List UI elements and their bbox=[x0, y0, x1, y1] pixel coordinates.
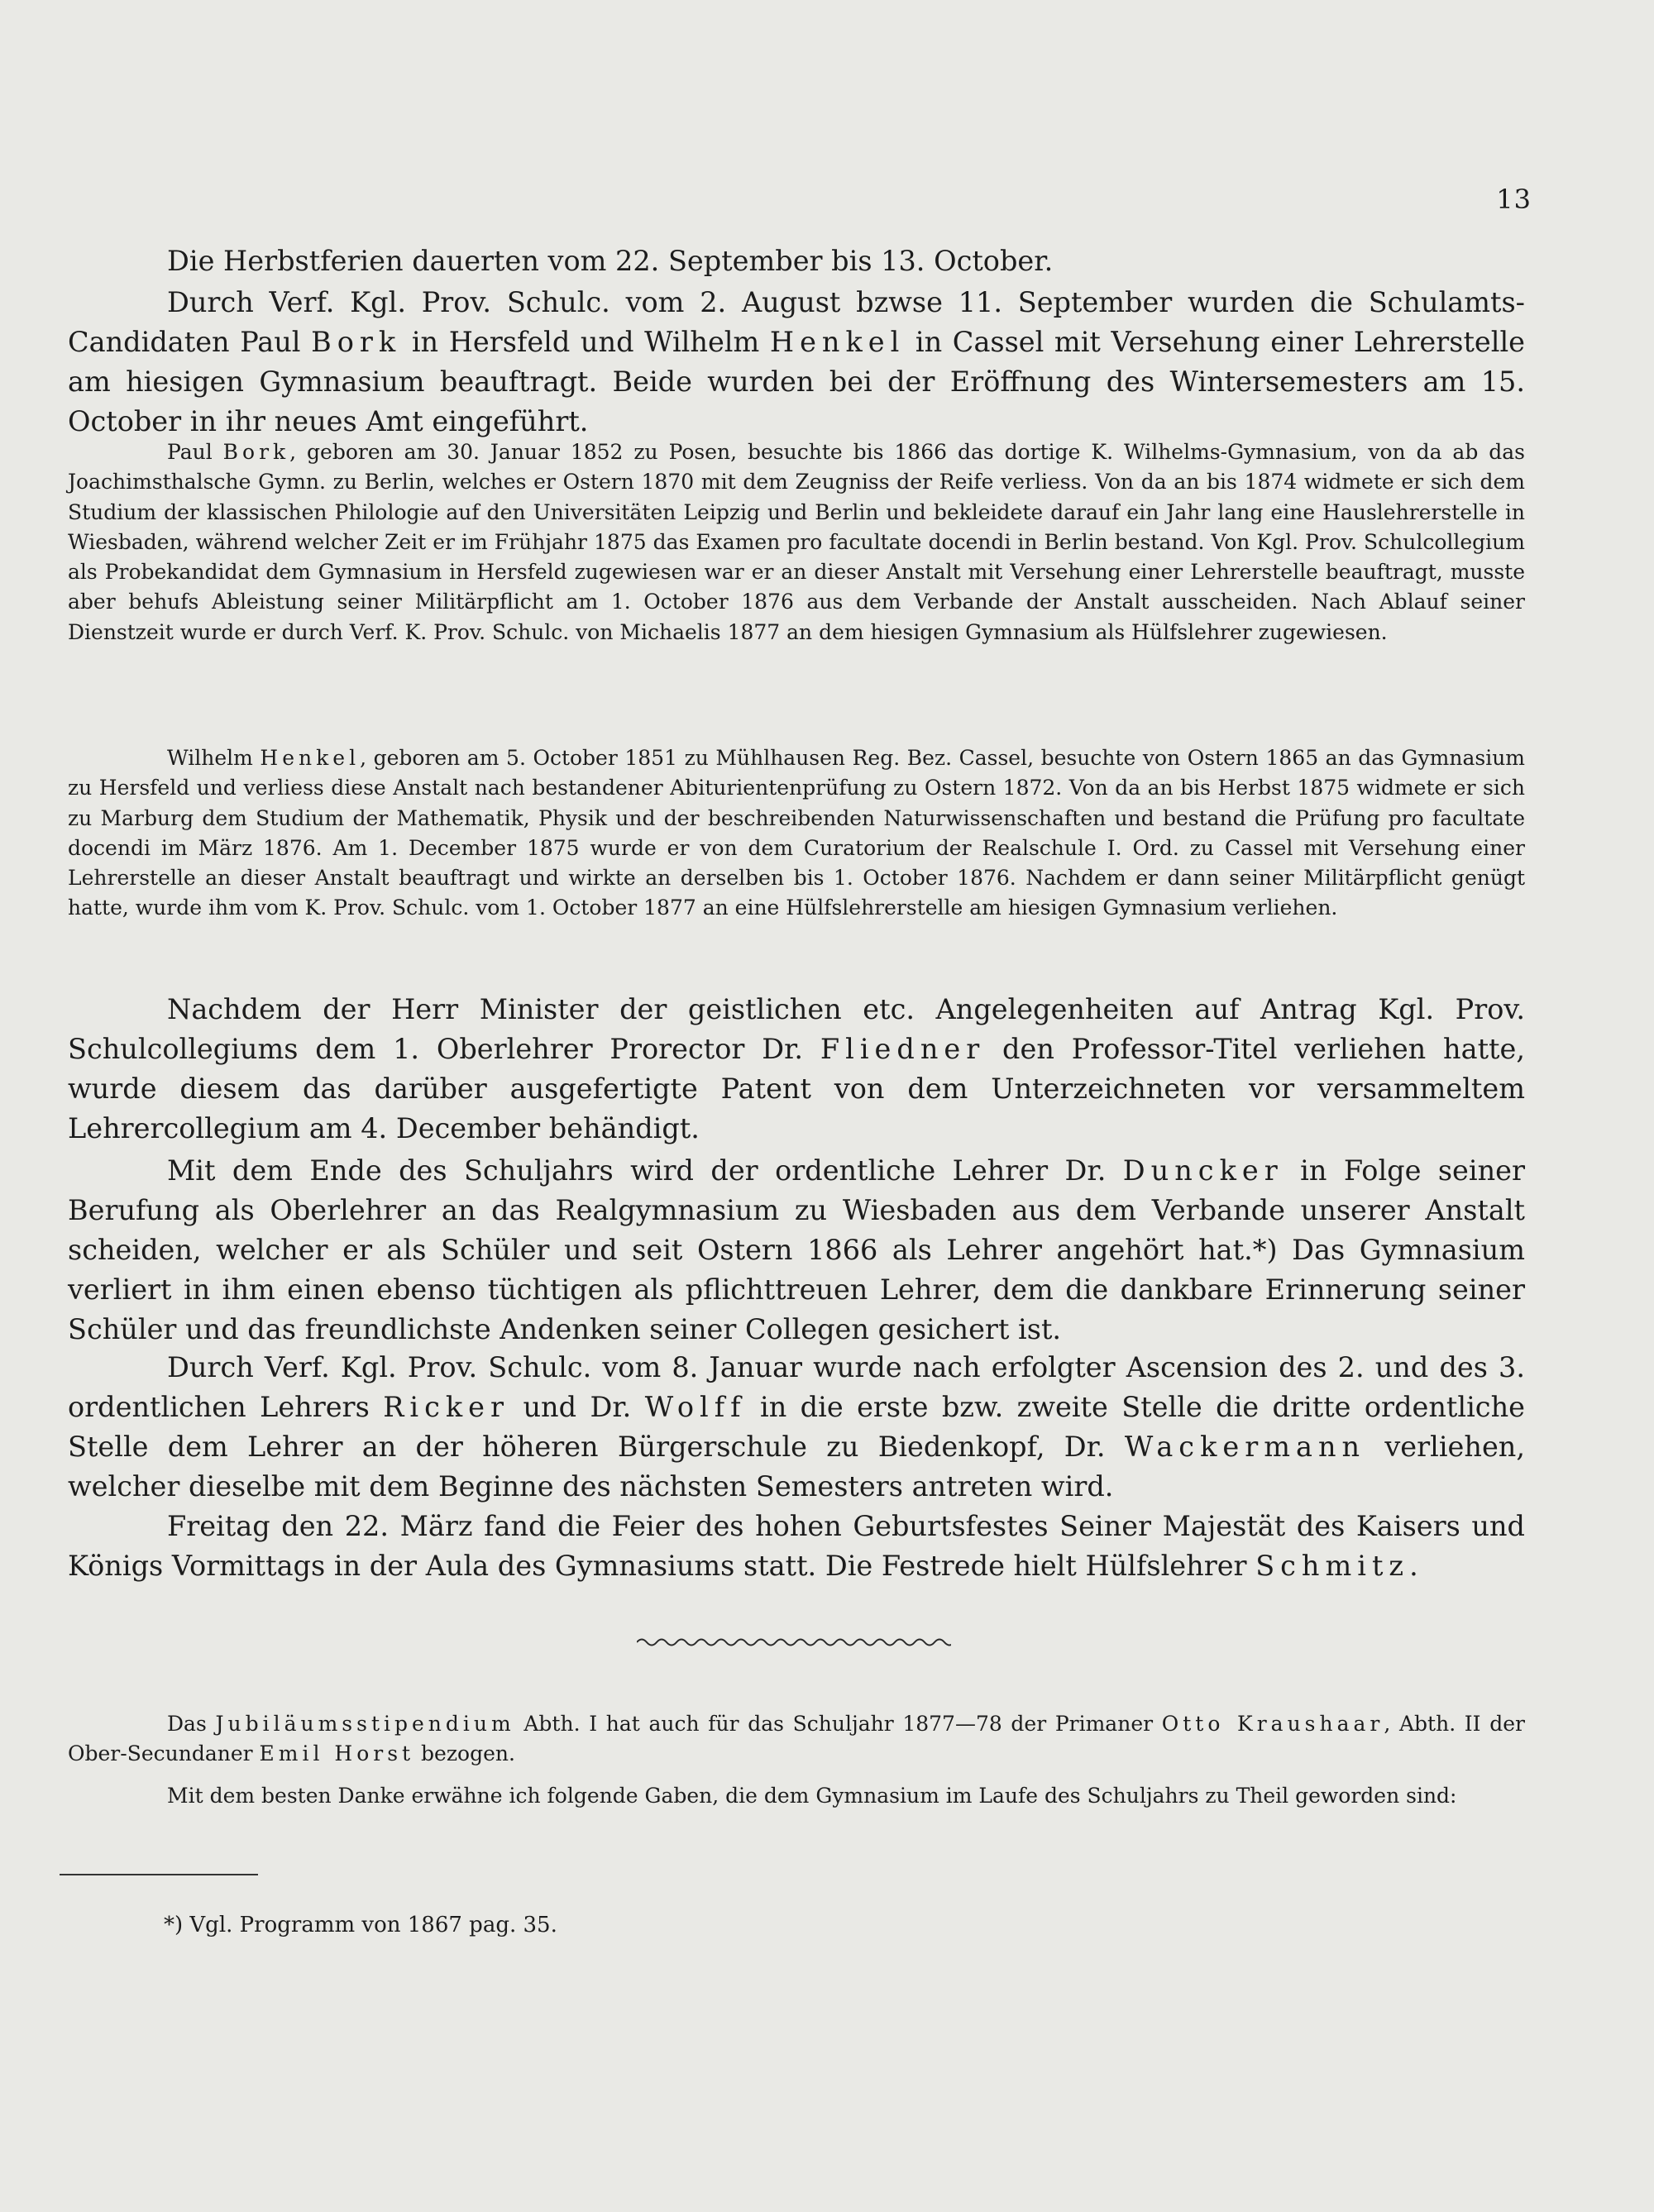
name-henkel: Henkel bbox=[260, 746, 361, 770]
footnote: *) Vgl. Programm von 1867 pag. 35. bbox=[164, 1913, 557, 1937]
wackermann-text: Durch Verf. Kgl. Prov. Schulc. vom 8. Januar wurde nach erfolgter Ascension des 2. und des 3. ordentlichen Lehrers Ricker und Dr. Wolff in die erste bzw. zweite Stelle die dritte ordentliche Stelle dem Lehrer an der höheren Bürgerschule zu Biedenkopf, Dr. Wackermann verliehen, welcher dieselbe mit dem Beginne des nächsten Semesters antreten wird. bbox=[68, 1351, 1525, 1503]
page-number: 13 bbox=[1496, 184, 1532, 215]
paragraph-jubilaeumsstipendium bbox=[68, 1709, 1525, 1770]
gaben-text: Mit dem besten Danke erwähne ich folgende Gaben, die dem Gymnasium im Laufe des Schuljahrs zu Theil geworden sind: bbox=[167, 1784, 1457, 1808]
professor-titel-text: Nachdem der Herr Minister der geistlichen etc. Angelegenheiten auf Antrag Kgl. Prov. Schulcollegiums dem 1. Oberlehrer Prorector Dr. Fliedner den Professor-Titel verliehen hatte, wurde diesem das darüber ausgefertigte Patent von dem Unterzeichneten vor versammeltem Lehrercollegium am 4. December behändigt. bbox=[68, 993, 1525, 1144]
wavy-divider bbox=[637, 1634, 951, 1651]
paragraph-wackermann bbox=[68, 1348, 1525, 1507]
paragraph-duncker bbox=[68, 1151, 1525, 1350]
biography-henkel bbox=[68, 743, 1525, 924]
herbstferien-text: Die Herbstferien dauerten vom 22. September bis 13. October. bbox=[167, 245, 1054, 277]
paragraph-professor-titel bbox=[68, 990, 1525, 1149]
name-bork: Bork bbox=[222, 440, 290, 464]
paragraph-geburtsfest bbox=[68, 1507, 1525, 1586]
paragraph-schulamts-candidaten bbox=[68, 283, 1525, 442]
name-kraushaar: Otto Kraushaar bbox=[1161, 1712, 1384, 1736]
paragraph-herbstferien bbox=[68, 241, 1525, 281]
paragraph-gaben bbox=[68, 1781, 1525, 1811]
schulamts-candidaten-text: Durch Verf. Kgl. Prov. Schulc. vom 2. August bzwse 11. September wurden die Schulamts-Candidaten Paul Bork in Hersfeld und Wilhelm Henkel in Cassel mit Versehung einer Lehrerstelle am hiesigen Gymnasium beauftragt. Beide wurden bei der Eröffnung des Wintersemesters am 15. October in ihr neues Amt eingeführt. bbox=[68, 286, 1525, 437]
term-jubilaeumsstipendium: Jubiläumsstipendium bbox=[215, 1712, 515, 1736]
name-wackermann: Wackermann bbox=[1124, 1431, 1366, 1463]
name-ricker: Ricker bbox=[383, 1391, 510, 1423]
duncker-text: Mit dem Ende des Schuljahrs wird der ordentliche Lehrer Dr. Duncker in Folge seiner Berufung als Oberlehrer an das Realgymnasium zu Wiesbaden aus dem Verbande unserer Anstalt scheiden, welcher er als Schüler und seit Ostern 1866 als Lehrer angehört hat.*) Das Gymnasium verliert in ihm einen ebenso tüchtigen als pflichttreuen Lehrer, dem die dankbare Erinnerung seiner Schüler und das freundlichste Andenken seiner Collegen gesichert ist. bbox=[68, 1154, 1525, 1345]
name-henkel: Henkel bbox=[769, 326, 906, 358]
biography-bork bbox=[68, 437, 1525, 647]
jubilaeumsstipendium-text: Das Jubiläumsstipendium Abth. I hat auch für das Schuljahr 1877—78 der Primaner Otto Kraushaar, Abth. II der Ober-Secundaner Emil Horst bezogen. bbox=[68, 1712, 1525, 1766]
geburtsfest-text: Freitag den 22. März fand die Feier des hohen Geburtsfestes Seiner Majestät des Kaisers und Königs Vormittags in der Aula des Gymnasiums statt. Die Festrede hielt Hülfslehrer Schmitz. bbox=[68, 1510, 1525, 1582]
name-duncker: Duncker bbox=[1122, 1154, 1284, 1187]
name-schmitz: Schmitz bbox=[1255, 1550, 1410, 1582]
name-horst: Emil Horst bbox=[259, 1741, 415, 1766]
biography-henkel-text: Wilhelm Henkel, geboren am 5. October 1851 zu Mühlhausen Reg. Bez. Cassel, besuchte von Ostern 1865 an das Gymnasium zu Hersfeld und verliess diese Anstalt nach bestandener Abiturientenprüfung zu Ostern 1872. Von da an bis Herbst 1875 widmete er sich zu Marburg dem Studium der Mathematik, Physik und der beschreibenden Naturwissenschaften und bestand die Prüfung pro facultate docendi im März 1876. Am 1. December 1875 wurde er von dem Curatorium der Realschule I. Ord. zu Cassel mit Versehung einer Lehrerstelle an dieser Anstalt beauftragt und wirkte an derselben bis 1. October 1876. Nachdem er dann seiner Militärpflicht genügt hatte, wurde ihm vom K. Prov. Schulc. vom 1. October 1877 an eine Hülfslehrerstelle am hiesigen Gymnasium verliehen. bbox=[68, 746, 1526, 920]
name-fliedner: Fliedner bbox=[820, 1033, 986, 1065]
name-wolff: Wolff bbox=[644, 1391, 747, 1423]
biography-bork-text: Paul Bork, geboren am 30. Januar 1852 zu Posen, besuchte bis 1866 das dortige K. Wilhelms-Gymnasium, von da ab das Joachimsthalsche Gymn. zu Berlin, welches er Ostern 1870 mit dem Zeugniss der Reife verliess. Von da an bis 1874 widmete er sich dem Studium der klassischen Philologie auf den Universitäten Leipzig und Berlin und bekleidete darauf ein Jahr lang eine Hauslehrerstelle in Wiesbaden, während welcher Zeit er im Frühjahr 1875 das Examen pro facultate docendi in Berlin bestand. Von Kgl. Prov. Schulcollegium als Probekandidat dem Gymnasium in Hersfeld zugewiesen war er an dieser Anstalt mit Versehung einer Lehrerstelle beauftragt, musste aber behufs Ableistung seiner Militärpflicht am 1. October 1876 aus dem Verbande der Anstalt ausscheiden. Nach Ablauf seiner Dienstzeit wurde er durch Verf. K. Prov. Schulc. von Michaelis 1877 an dem hiesigen Gymnasium als Hülfslehrer zugewiesen. bbox=[68, 440, 1525, 644]
name-bork: Bork bbox=[311, 326, 402, 358]
footnote-rule bbox=[60, 1874, 258, 1875]
